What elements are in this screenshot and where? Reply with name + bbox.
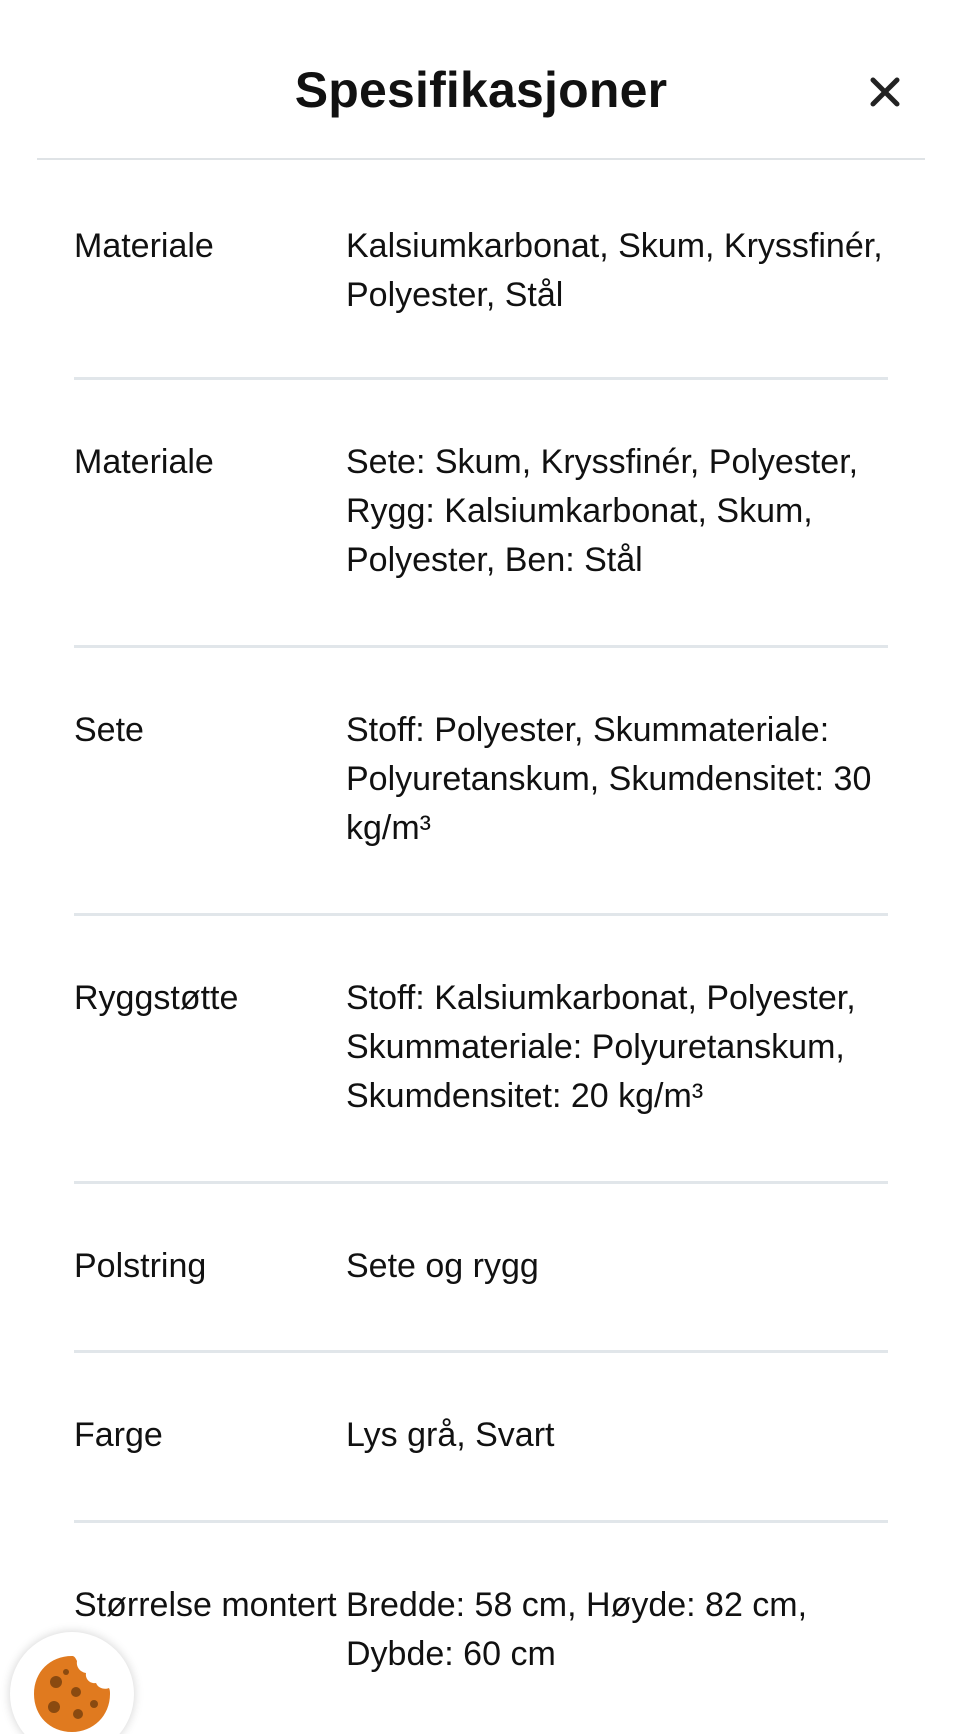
spec-row xyxy=(74,1184,888,1353)
sheet-header xyxy=(37,0,925,160)
cookie-icon xyxy=(30,1652,114,1734)
spec-value: Lys grå, Svart xyxy=(346,1416,555,1454)
spec-label: Størrelse montert xyxy=(74,1586,337,1624)
spec-row xyxy=(74,1353,888,1523)
spec-row xyxy=(74,916,888,1184)
spec-label: Materiale xyxy=(74,443,214,481)
spec-value: Sete: Skum, Kryssfinér, Polyester, Rygg: Kalsiumkarbonat, Skum, Polyester, Ben: Stål xyxy=(346,443,859,579)
spec-value: Sete og rygg xyxy=(346,1247,539,1285)
close-icon xyxy=(867,74,903,110)
spec-value: Stoff: Polyester, Skummateriale: Polyuretanskum, Skumdensitet: 30 kg/m³ xyxy=(346,711,872,847)
spec-label: Sete xyxy=(74,711,144,749)
spec-row xyxy=(74,160,888,380)
close-button[interactable] xyxy=(867,74,903,110)
page-title: Spesifikasjoner xyxy=(294,62,668,118)
spec-label: Materiale xyxy=(74,227,214,265)
spec-label: Farge xyxy=(74,1416,163,1454)
spec-value: Kalsiumkarbonat, Skum, Kryssfinér, Polyester, Stål xyxy=(346,227,883,314)
spec-value: Bredde: 58 cm, Høyde: 82 cm, Dybde: 60 cm xyxy=(346,1586,808,1673)
spec-row xyxy=(74,380,888,648)
spec-row xyxy=(74,1523,888,1734)
spec-label: Polstring xyxy=(74,1247,207,1285)
spec-value: Stoff: Kalsiumkarbonat, Polyester, Skummateriale: Polyuretanskum, Skumdensitet: 20 kg/m³ xyxy=(346,979,856,1115)
spec-label: Ryggstøtte xyxy=(74,979,239,1017)
spec-row xyxy=(74,648,888,916)
spec-list xyxy=(74,160,888,1734)
